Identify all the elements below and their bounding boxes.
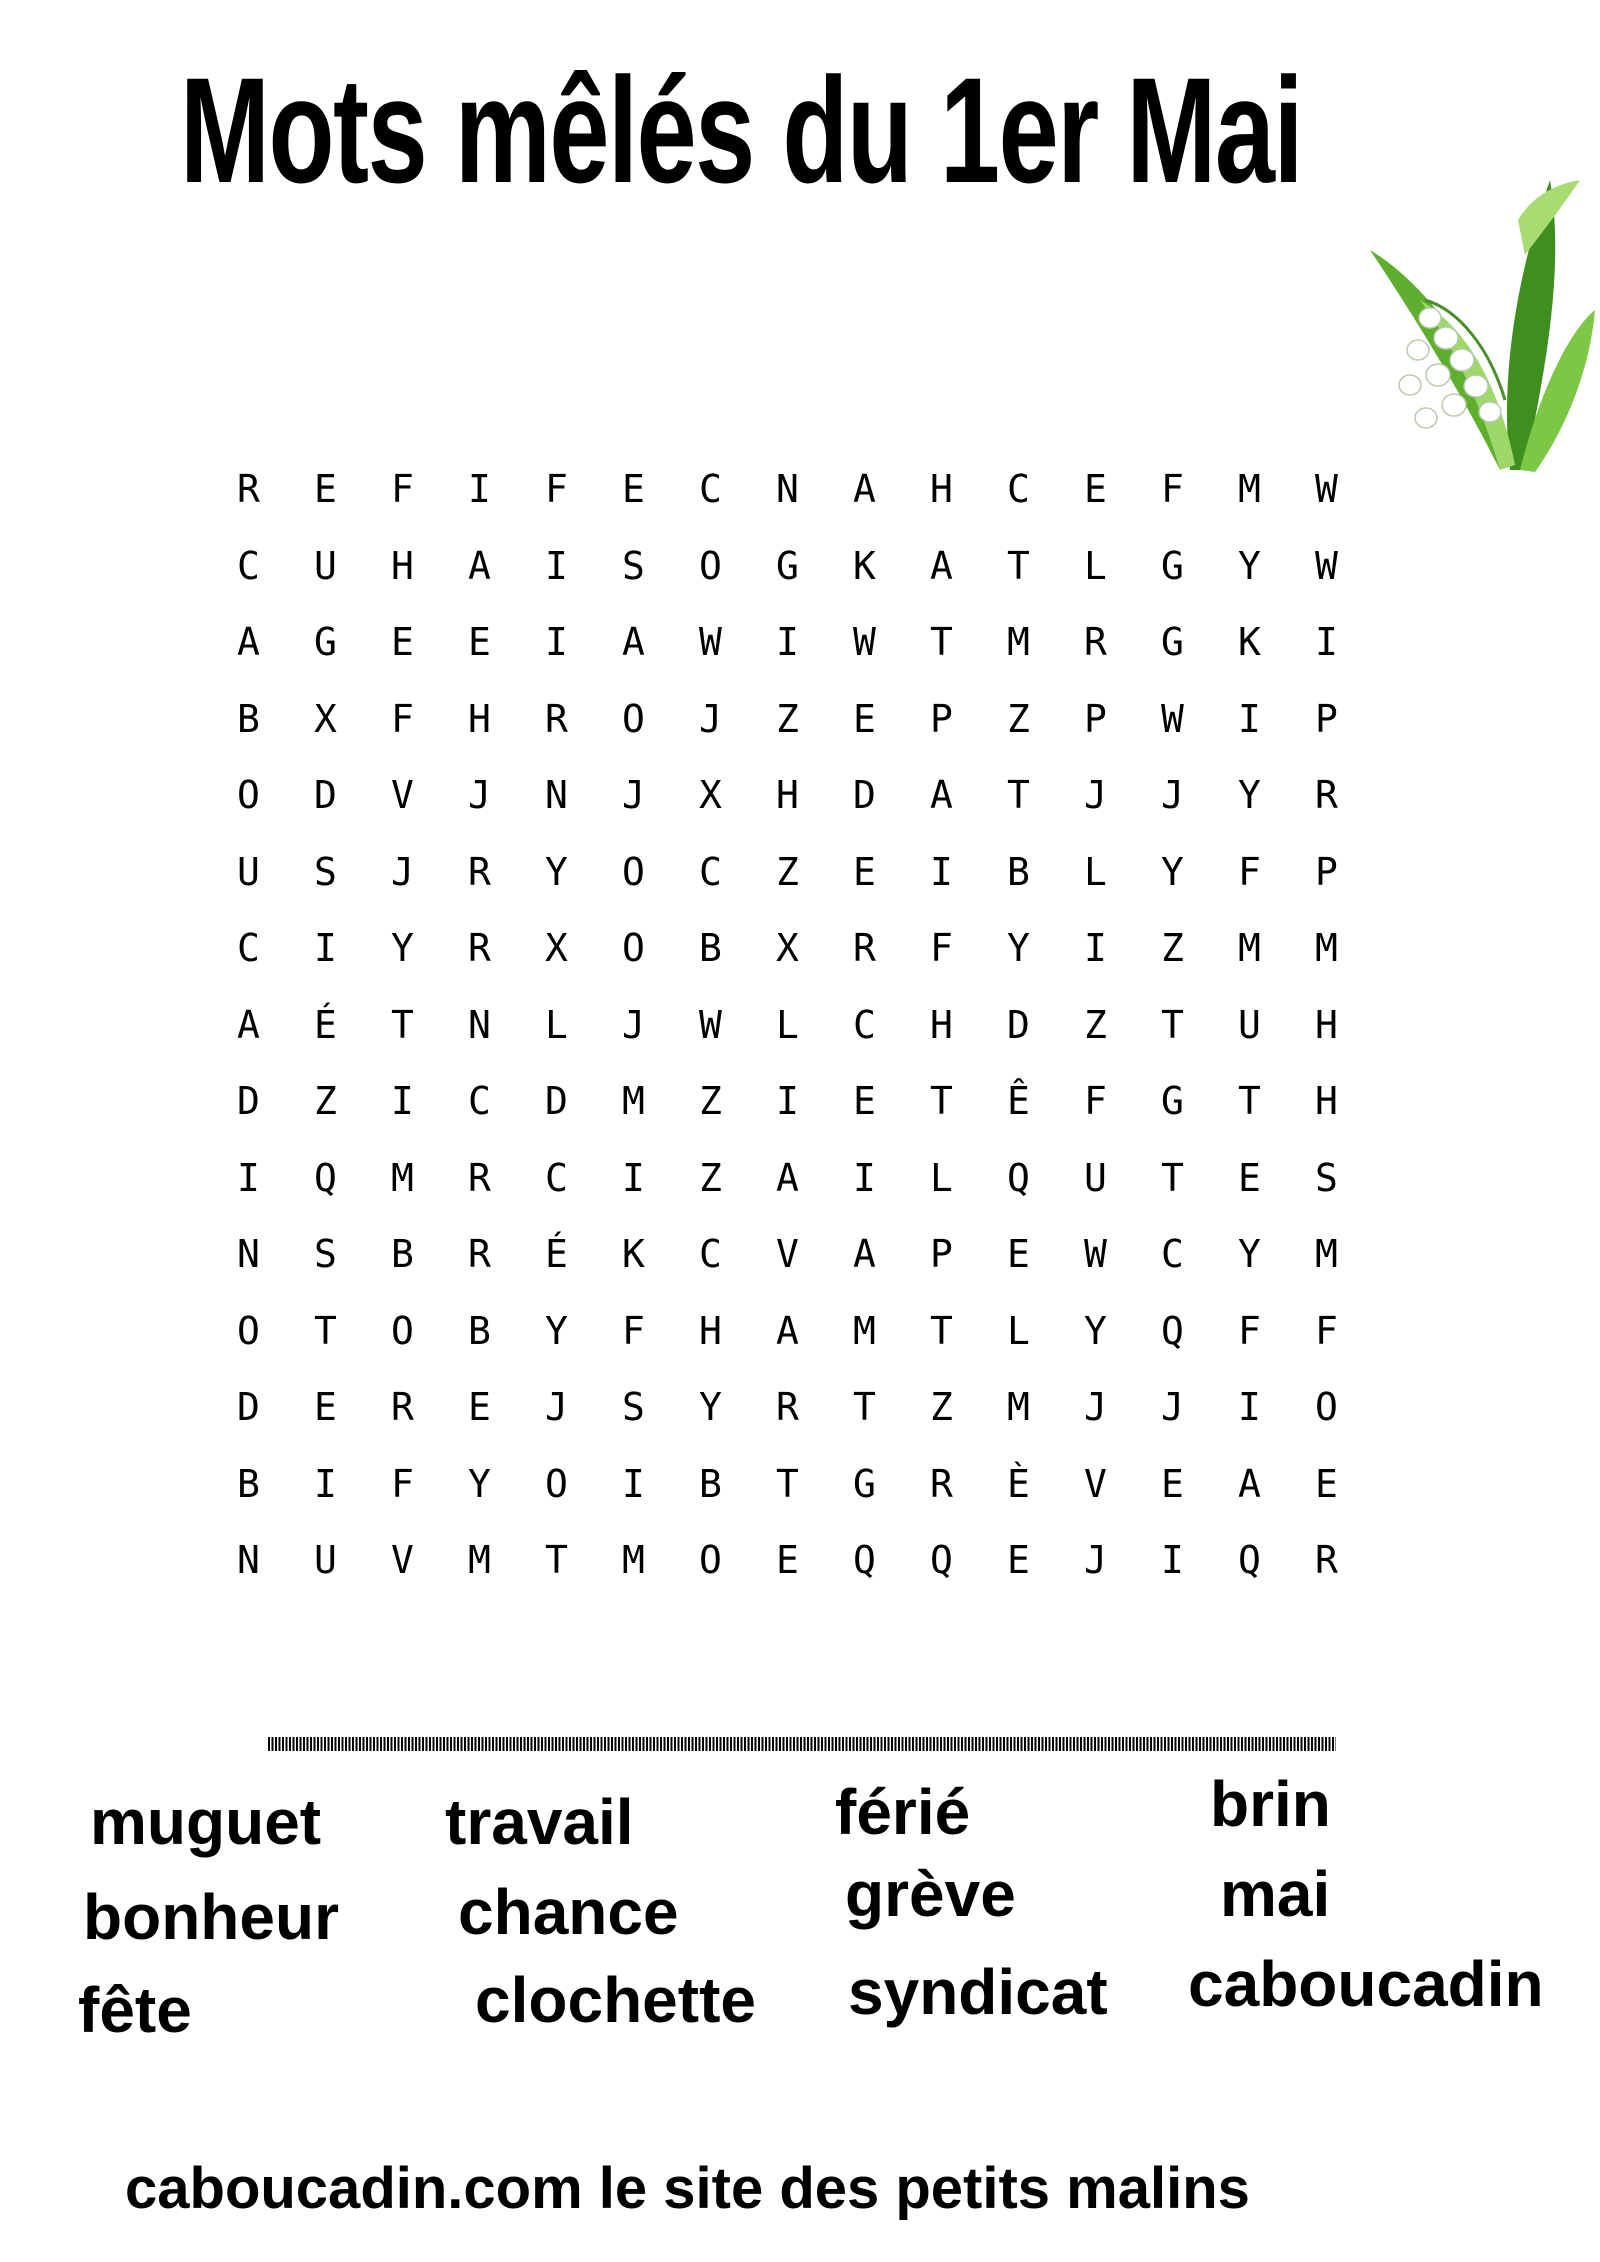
grid-letter: J <box>699 696 722 741</box>
word-caboucadin: caboucadin <box>1188 1948 1544 2020</box>
grid-letter: I <box>1315 620 1338 664</box>
word-syndicat: syndicat <box>848 1956 1108 2028</box>
grid-letter: I <box>468 467 491 511</box>
grid-letter: A <box>237 620 260 664</box>
grid-letter: A <box>622 620 645 664</box>
word-ferie: férié <box>835 1776 971 1848</box>
grid-letter: E <box>853 1079 876 1123</box>
grid-letter: I <box>314 1461 337 1506</box>
grid-letter: M <box>1315 926 1338 970</box>
grid-letter: K <box>853 543 876 588</box>
grid-letter: E <box>468 620 491 664</box>
grid-letter: O <box>622 696 645 741</box>
grid-letter: M <box>1315 1232 1338 1276</box>
grid-letter: U <box>314 1538 337 1582</box>
footer-text: caboucadin.com le site des petits malins <box>125 2156 1250 2221</box>
grid-letter: B <box>391 1232 414 1276</box>
grid-letter: V <box>391 773 414 817</box>
grid-letter: R <box>930 1461 953 1506</box>
grid-letter: Z <box>776 696 799 741</box>
grid-letter: E <box>622 467 645 511</box>
grid-letter: X <box>776 926 799 970</box>
grid-letter: I <box>1161 1538 1184 1582</box>
grid-letter: È <box>1007 1461 1030 1506</box>
lily-of-the-valley-icon <box>1350 160 1600 480</box>
grid-letter: S <box>1315 1155 1338 1200</box>
grid-letter: E <box>1315 1461 1338 1506</box>
grid-letter: C <box>699 467 722 511</box>
grid-letter: Z <box>314 1079 337 1123</box>
grid-letter: G <box>1161 1079 1184 1123</box>
grid-letter: S <box>622 543 645 588</box>
grid-letter: C <box>699 849 722 894</box>
grid-letter: Z <box>1084 1002 1107 1047</box>
grid-letter: H <box>391 543 414 588</box>
grid-letter: N <box>776 467 799 511</box>
grid-letter: C <box>853 1002 876 1047</box>
grid-letter: X <box>314 696 337 741</box>
word-travail: travail <box>445 1786 634 1858</box>
grid-letter: F <box>1315 1308 1338 1353</box>
grid-letter: I <box>776 1079 799 1123</box>
grid-letter: C <box>237 543 260 588</box>
grid-letter: D <box>545 1079 568 1123</box>
grid-letter: M <box>622 1538 645 1582</box>
grid-letter: S <box>314 1232 337 1276</box>
grid-letter: A <box>1238 1461 1261 1506</box>
word-muguet: muguet <box>90 1786 322 1858</box>
word-mai: mai <box>1220 1858 1331 1930</box>
grid-letter: O <box>622 849 645 894</box>
grid-letter: I <box>1238 1385 1261 1429</box>
grid-letter: L <box>545 1002 568 1047</box>
grid-letter: J <box>1084 1385 1107 1429</box>
grid-letter: E <box>1238 1155 1261 1200</box>
grid-letter: M <box>391 1155 414 1200</box>
grid-letter: Y <box>468 1461 491 1506</box>
grid-letter: G <box>1161 543 1184 588</box>
grid-letter: N <box>237 1232 260 1276</box>
grid-letter: F <box>391 467 414 511</box>
page-title: Mots mêlés du 1er Mai <box>180 46 1303 214</box>
grid-letter: D <box>237 1385 260 1429</box>
grid-letter: I <box>314 926 337 970</box>
divider <box>268 1737 1336 1751</box>
grid-letter: C <box>699 1232 722 1276</box>
grid-letter: L <box>930 1155 953 1200</box>
word-search-grid <box>210 467 1365 1618</box>
grid-letter: F <box>1238 849 1261 894</box>
grid-letter: O <box>237 773 260 817</box>
grid-letter: P <box>1084 696 1107 741</box>
grid-letter: M <box>1238 467 1261 511</box>
grid-letter: W <box>1315 543 1338 588</box>
grid-letter: O <box>699 1538 722 1582</box>
grid-letter: C <box>237 926 260 970</box>
grid-letter: D <box>853 773 876 817</box>
grid-letter: E <box>776 1538 799 1582</box>
grid-letter: E <box>1007 1538 1030 1582</box>
grid-letter: T <box>545 1538 568 1582</box>
grid-letter: I <box>622 1155 645 1200</box>
grid-letter: T <box>930 1079 953 1123</box>
grid-letter: F <box>930 926 953 970</box>
grid-letter: Ê <box>1007 1079 1030 1123</box>
grid-letter: O <box>1315 1385 1338 1429</box>
grid-letter: C <box>545 1155 568 1200</box>
grid-letter: A <box>237 1002 260 1047</box>
grid-letter: H <box>776 773 799 817</box>
grid-letter: B <box>699 926 722 970</box>
grid-letter: G <box>314 620 337 664</box>
grid-letter: L <box>1084 543 1107 588</box>
grid-letter: E <box>314 1385 337 1429</box>
grid-letter: T <box>853 1385 876 1429</box>
grid-letter: O <box>699 543 722 588</box>
grid-letter: F <box>391 696 414 741</box>
grid-letter: R <box>545 696 568 741</box>
grid-letter: E <box>314 467 337 511</box>
grid-letter: J <box>468 773 491 817</box>
grid-letter: H <box>468 696 491 741</box>
grid-letter: Y <box>1007 926 1030 970</box>
grid-letter: P <box>1315 696 1338 741</box>
grid-letter: R <box>1084 620 1107 664</box>
grid-letter: M <box>1007 1385 1030 1429</box>
grid-letter: Q <box>853 1538 876 1582</box>
grid-letter: O <box>237 1308 260 1353</box>
grid-letter: W <box>699 1002 722 1047</box>
grid-letter: B <box>468 1308 491 1353</box>
grid-letter: B <box>1007 849 1030 894</box>
word-bonheur: bonheur <box>83 1881 339 1953</box>
grid-letter: P <box>1315 849 1338 894</box>
grid-letter: Y <box>1238 773 1261 817</box>
grid-letter: I <box>545 543 568 588</box>
grid-letter: B <box>237 696 260 741</box>
grid-letter: J <box>1161 1385 1184 1429</box>
grid-letter: N <box>468 1002 491 1047</box>
grid-letter: R <box>468 1232 491 1276</box>
grid-letter: O <box>545 1461 568 1506</box>
grid-letter: S <box>622 1385 645 1429</box>
grid-letter: J <box>391 849 414 894</box>
grid-letter: R <box>853 926 876 970</box>
grid-letter: R <box>1315 773 1338 817</box>
grid-letter: F <box>545 467 568 511</box>
grid-letter: J <box>622 773 645 817</box>
grid-letter: N <box>237 1538 260 1582</box>
grid-letter: H <box>930 467 953 511</box>
grid-letter: E <box>1161 1461 1184 1506</box>
grid-letter: R <box>468 849 491 894</box>
grid-letter: J <box>622 1002 645 1047</box>
grid-letter: U <box>1084 1155 1107 1200</box>
grid-letter: Z <box>930 1385 953 1429</box>
grid-letter: T <box>1161 1155 1184 1200</box>
grid-letter: T <box>930 1308 953 1353</box>
grid-letter: I <box>1238 696 1261 741</box>
grid-letter: E <box>1084 467 1107 511</box>
grid-letter: A <box>930 543 953 588</box>
grid-letter: F <box>622 1308 645 1353</box>
grid-letter: Y <box>1161 849 1184 894</box>
grid-letter: M <box>468 1538 491 1582</box>
grid-letter: Q <box>1161 1308 1184 1353</box>
grid-letter: R <box>391 1385 414 1429</box>
grid-letter: T <box>391 1002 414 1047</box>
word-clochette: clochette <box>475 1964 756 2036</box>
grid-letter: I <box>1084 926 1107 970</box>
grid-letter: B <box>699 1461 722 1506</box>
grid-letter: Y <box>545 849 568 894</box>
grid-letter: G <box>1161 620 1184 664</box>
grid-letter: F <box>1084 1079 1107 1123</box>
grid-letter: W <box>1315 467 1338 511</box>
grid-letter: R <box>468 926 491 970</box>
grid-letter: F <box>1161 467 1184 511</box>
grid-letter: M <box>1007 620 1030 664</box>
grid-letter: A <box>776 1155 799 1200</box>
grid-letter: P <box>930 696 953 741</box>
grid-letter: Y <box>1238 1232 1261 1276</box>
grid-letter: H <box>1315 1079 1338 1123</box>
grid-letter: T <box>930 620 953 664</box>
grid-letter: R <box>237 467 260 511</box>
grid-letter: T <box>1007 543 1030 588</box>
grid-letter: I <box>391 1079 414 1123</box>
grid-letter: U <box>314 543 337 588</box>
grid-letter: W <box>699 620 722 664</box>
word-greve: grève <box>845 1858 1016 1930</box>
grid-letter: Q <box>314 1155 337 1200</box>
grid-letter: Z <box>1007 696 1030 741</box>
grid-letter: E <box>853 849 876 894</box>
grid-letter: X <box>699 773 722 817</box>
grid-letter: P <box>930 1232 953 1276</box>
grid-letter: R <box>468 1155 491 1200</box>
grid-letter: I <box>853 1155 876 1200</box>
grid-letter: O <box>391 1308 414 1353</box>
grid-letter: L <box>1007 1308 1030 1353</box>
grid-letter: C <box>468 1079 491 1123</box>
grid-letter: U <box>1238 1002 1261 1047</box>
grid-letter: X <box>545 926 568 970</box>
grid-letter: W <box>853 620 876 664</box>
grid-letter: I <box>776 620 799 664</box>
grid-letter: E <box>1007 1232 1030 1276</box>
grid-letter: J <box>1161 773 1184 817</box>
grid-letter: I <box>930 849 953 894</box>
grid-letter: R <box>1315 1538 1338 1582</box>
grid-letter: Q <box>1238 1538 1261 1582</box>
grid-letter: J <box>1084 773 1107 817</box>
grid-letter: U <box>237 849 260 894</box>
grid-letter: F <box>391 1461 414 1506</box>
word-fete: fête <box>78 1974 192 2046</box>
grid-letter: Q <box>1007 1155 1030 1200</box>
grid-letter: T <box>1007 773 1030 817</box>
grid-letter: V <box>1084 1461 1107 1506</box>
grid-letter: V <box>391 1538 414 1582</box>
grid-letter: I <box>237 1155 260 1200</box>
grid-letter: C <box>1007 467 1030 511</box>
grid-letter: F <box>1238 1308 1261 1353</box>
grid-letter: T <box>776 1461 799 1506</box>
grid-letter: C <box>1161 1232 1184 1276</box>
grid-letter: N <box>545 773 568 817</box>
grid-letter: W <box>1161 696 1184 741</box>
grid-letter: Z <box>776 849 799 894</box>
grid-letter: Z <box>699 1155 722 1200</box>
grid-letter: E <box>468 1385 491 1429</box>
grid-letter: G <box>776 543 799 588</box>
grid-letter: B <box>237 1461 260 1506</box>
word-chance: chance <box>458 1876 679 1948</box>
grid-letter: Z <box>1161 926 1184 970</box>
grid-letter: T <box>1238 1079 1261 1123</box>
grid-letter: H <box>1315 1002 1338 1047</box>
word-brin: brin <box>1210 1768 1331 1840</box>
grid-letter: V <box>776 1232 799 1276</box>
grid-letter: D <box>1007 1002 1030 1047</box>
grid-letter: L <box>776 1002 799 1047</box>
grid-letter: Y <box>699 1385 722 1429</box>
grid-letter: J <box>545 1385 568 1429</box>
grid-letter: M <box>853 1308 876 1353</box>
grid-letter: Q <box>930 1538 953 1582</box>
grid-letter: E <box>853 696 876 741</box>
grid-letter: T <box>1161 1002 1184 1047</box>
grid-letter: T <box>314 1308 337 1353</box>
grid-letter: A <box>853 1232 876 1276</box>
grid-letter: Z <box>699 1079 722 1123</box>
grid-letter: Y <box>391 926 414 970</box>
grid-letter: M <box>622 1079 645 1123</box>
grid-letter: W <box>1084 1232 1107 1276</box>
grid-letter: G <box>853 1461 876 1506</box>
grid-letter: D <box>314 773 337 817</box>
grid-letter: E <box>391 620 414 664</box>
grid-letter: S <box>314 849 337 894</box>
grid-letter: J <box>1084 1538 1107 1582</box>
grid-letter: K <box>622 1232 645 1276</box>
grid-letter: H <box>699 1308 722 1353</box>
grid-letter: L <box>1084 849 1107 894</box>
grid-letter: M <box>1238 926 1261 970</box>
grid-letter: O <box>622 926 645 970</box>
grid-letter: Y <box>1084 1308 1107 1353</box>
grid-letter: R <box>776 1385 799 1429</box>
grid-letter: Y <box>1238 543 1261 588</box>
grid-letter: I <box>545 620 568 664</box>
grid-letter: H <box>930 1002 953 1047</box>
grid-letter: I <box>622 1461 645 1506</box>
grid-letter: A <box>468 543 491 588</box>
grid-letter: A <box>853 467 876 511</box>
grid-letter: A <box>776 1308 799 1353</box>
grid-letter: Y <box>545 1308 568 1353</box>
grid-letter: É <box>314 1002 337 1047</box>
grid-letter: K <box>1238 620 1261 664</box>
grid-letter: D <box>237 1079 260 1123</box>
grid-letter: A <box>930 773 953 817</box>
grid-letter: É <box>545 1232 568 1276</box>
